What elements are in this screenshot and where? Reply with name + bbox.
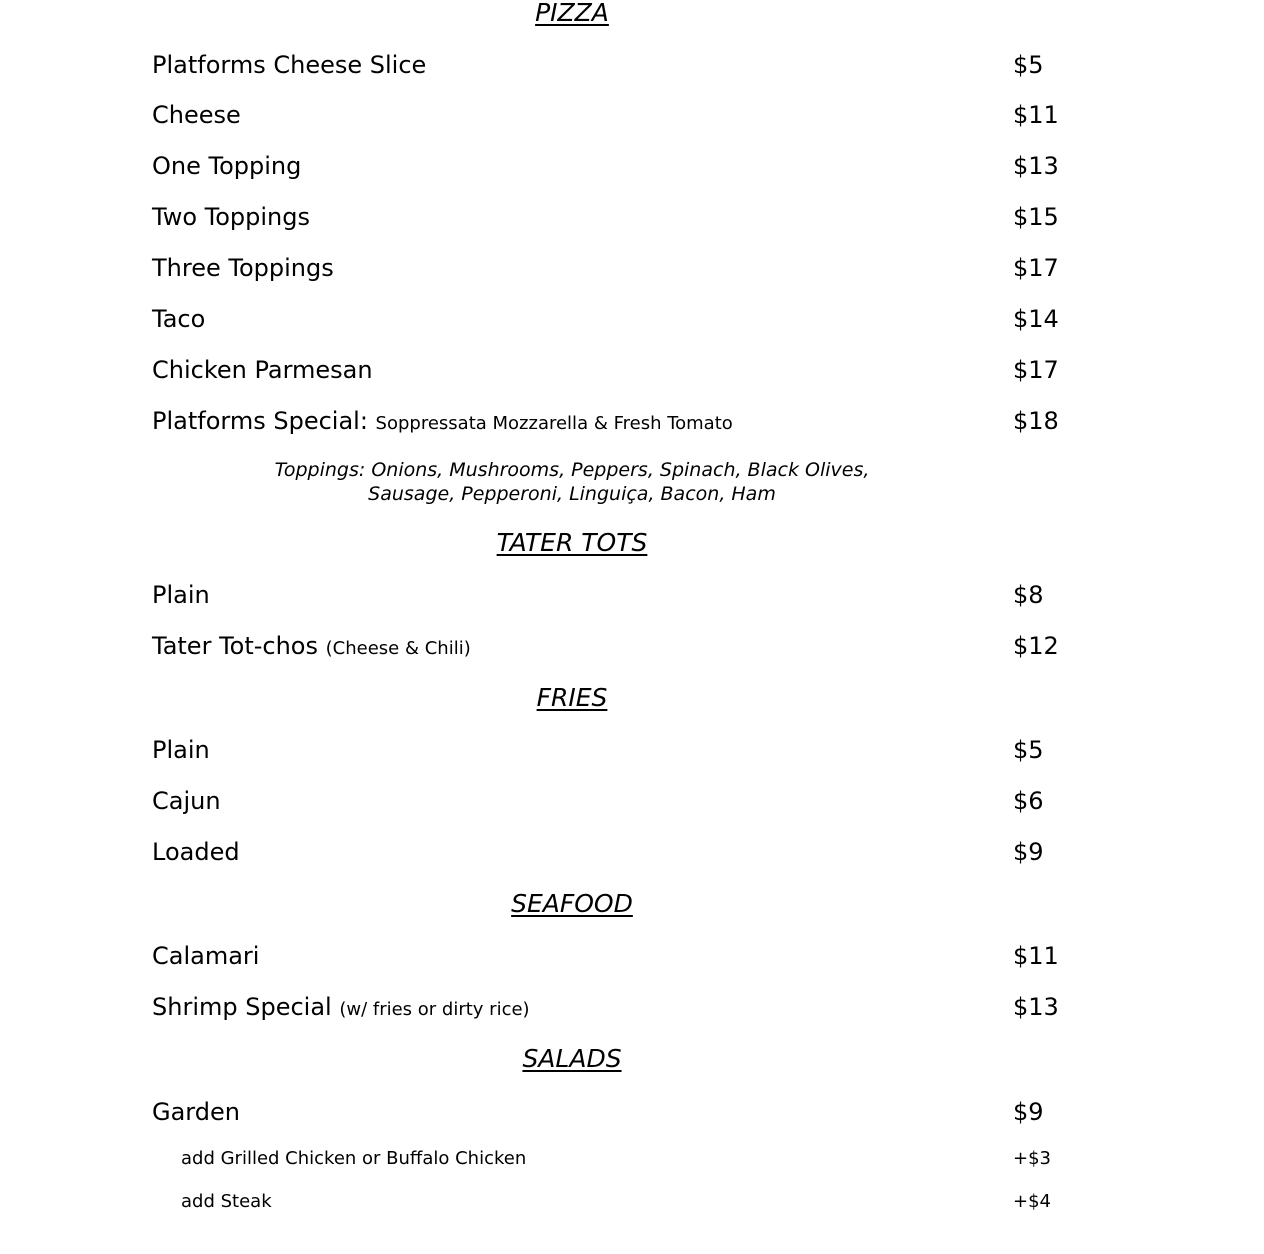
item-name: Cheese xyxy=(152,101,241,129)
item-price: $9 xyxy=(1013,838,1044,866)
item-price: $17 xyxy=(1013,356,1059,384)
item-name: Taco xyxy=(152,305,206,333)
section-heading-fries: FRIES xyxy=(536,683,608,712)
item-name: Calamari xyxy=(152,942,260,970)
menu-item xyxy=(152,1097,1112,1127)
menu-item xyxy=(152,50,1112,80)
item-price: $11 xyxy=(1013,101,1059,129)
item-description: Soppressata Mozzarella & Fresh Tomato xyxy=(375,413,733,434)
item-name xyxy=(152,992,530,1025)
menu-item xyxy=(152,151,1112,181)
toppings-note-line-1: Toppings: Onions, Mushrooms, Peppers, Spinach, Black Olives, xyxy=(274,459,870,481)
item-name-text: Shrimp Special xyxy=(152,993,332,1021)
section-heading-tater-tots: TATER TOTS xyxy=(496,528,648,557)
menu-item xyxy=(152,580,1112,610)
addon-price: +$3 xyxy=(1013,1148,1051,1169)
item-name: One Topping xyxy=(152,152,302,180)
item-name: Garden xyxy=(152,1098,240,1126)
menu-item xyxy=(152,837,1112,867)
menu-item xyxy=(152,355,1112,385)
menu-item xyxy=(152,992,1112,1022)
item-price: $13 xyxy=(1013,152,1059,180)
item-name: Plain xyxy=(152,581,210,609)
item-name: Two Toppings xyxy=(152,203,310,231)
item-name: Loaded xyxy=(152,838,240,866)
menu-item xyxy=(152,100,1112,130)
item-price: $5 xyxy=(1013,51,1044,79)
section-heading-seafood: SEAFOOD xyxy=(511,889,633,918)
addon-item xyxy=(181,1147,1081,1171)
addon-item xyxy=(181,1190,1081,1214)
section-heading-salads: SALADS xyxy=(522,1044,622,1073)
item-name: Platforms Cheese Slice xyxy=(152,51,427,79)
item-price: $6 xyxy=(1013,787,1044,815)
item-price: $13 xyxy=(1013,993,1059,1021)
item-name-text: Platforms Special: xyxy=(152,407,368,435)
menu-item xyxy=(152,202,1112,232)
menu-item xyxy=(152,735,1112,765)
item-price: $18 xyxy=(1013,407,1059,435)
item-name: Plain xyxy=(152,736,210,764)
addon-name: add Grilled Chicken or Buffalo Chicken xyxy=(181,1148,527,1169)
item-name: Three Toppings xyxy=(152,254,334,282)
item-name: Chicken Parmesan xyxy=(152,356,373,384)
item-price: $15 xyxy=(1013,203,1059,231)
menu-item xyxy=(152,304,1112,334)
item-name xyxy=(152,406,733,439)
menu-item xyxy=(152,941,1112,971)
addon-price: +$4 xyxy=(1013,1191,1051,1212)
menu-item xyxy=(152,406,1112,436)
item-price: $11 xyxy=(1013,942,1059,970)
toppings-note-line-2: Sausage, Pepperoni, Linguiça, Bacon, Ham xyxy=(368,483,776,505)
item-price: $17 xyxy=(1013,254,1059,282)
item-name: Cajun xyxy=(152,787,221,815)
item-price: $8 xyxy=(1013,581,1044,609)
item-price: $12 xyxy=(1013,632,1059,660)
item-description: (w/ fries or dirty rice) xyxy=(339,999,530,1020)
menu-item xyxy=(152,786,1112,816)
item-name-text: Tater Tot-chos xyxy=(152,632,318,660)
section-heading-pizza: PIZZA xyxy=(535,0,609,27)
item-price: $5 xyxy=(1013,736,1044,764)
addon-name: add Steak xyxy=(181,1191,272,1212)
menu-item xyxy=(152,631,1112,661)
item-price: $9 xyxy=(1013,1098,1044,1126)
item-name xyxy=(152,631,471,664)
menu-item xyxy=(152,253,1112,283)
item-description: (Cheese & Chili) xyxy=(325,638,471,659)
item-price: $14 xyxy=(1013,305,1059,333)
